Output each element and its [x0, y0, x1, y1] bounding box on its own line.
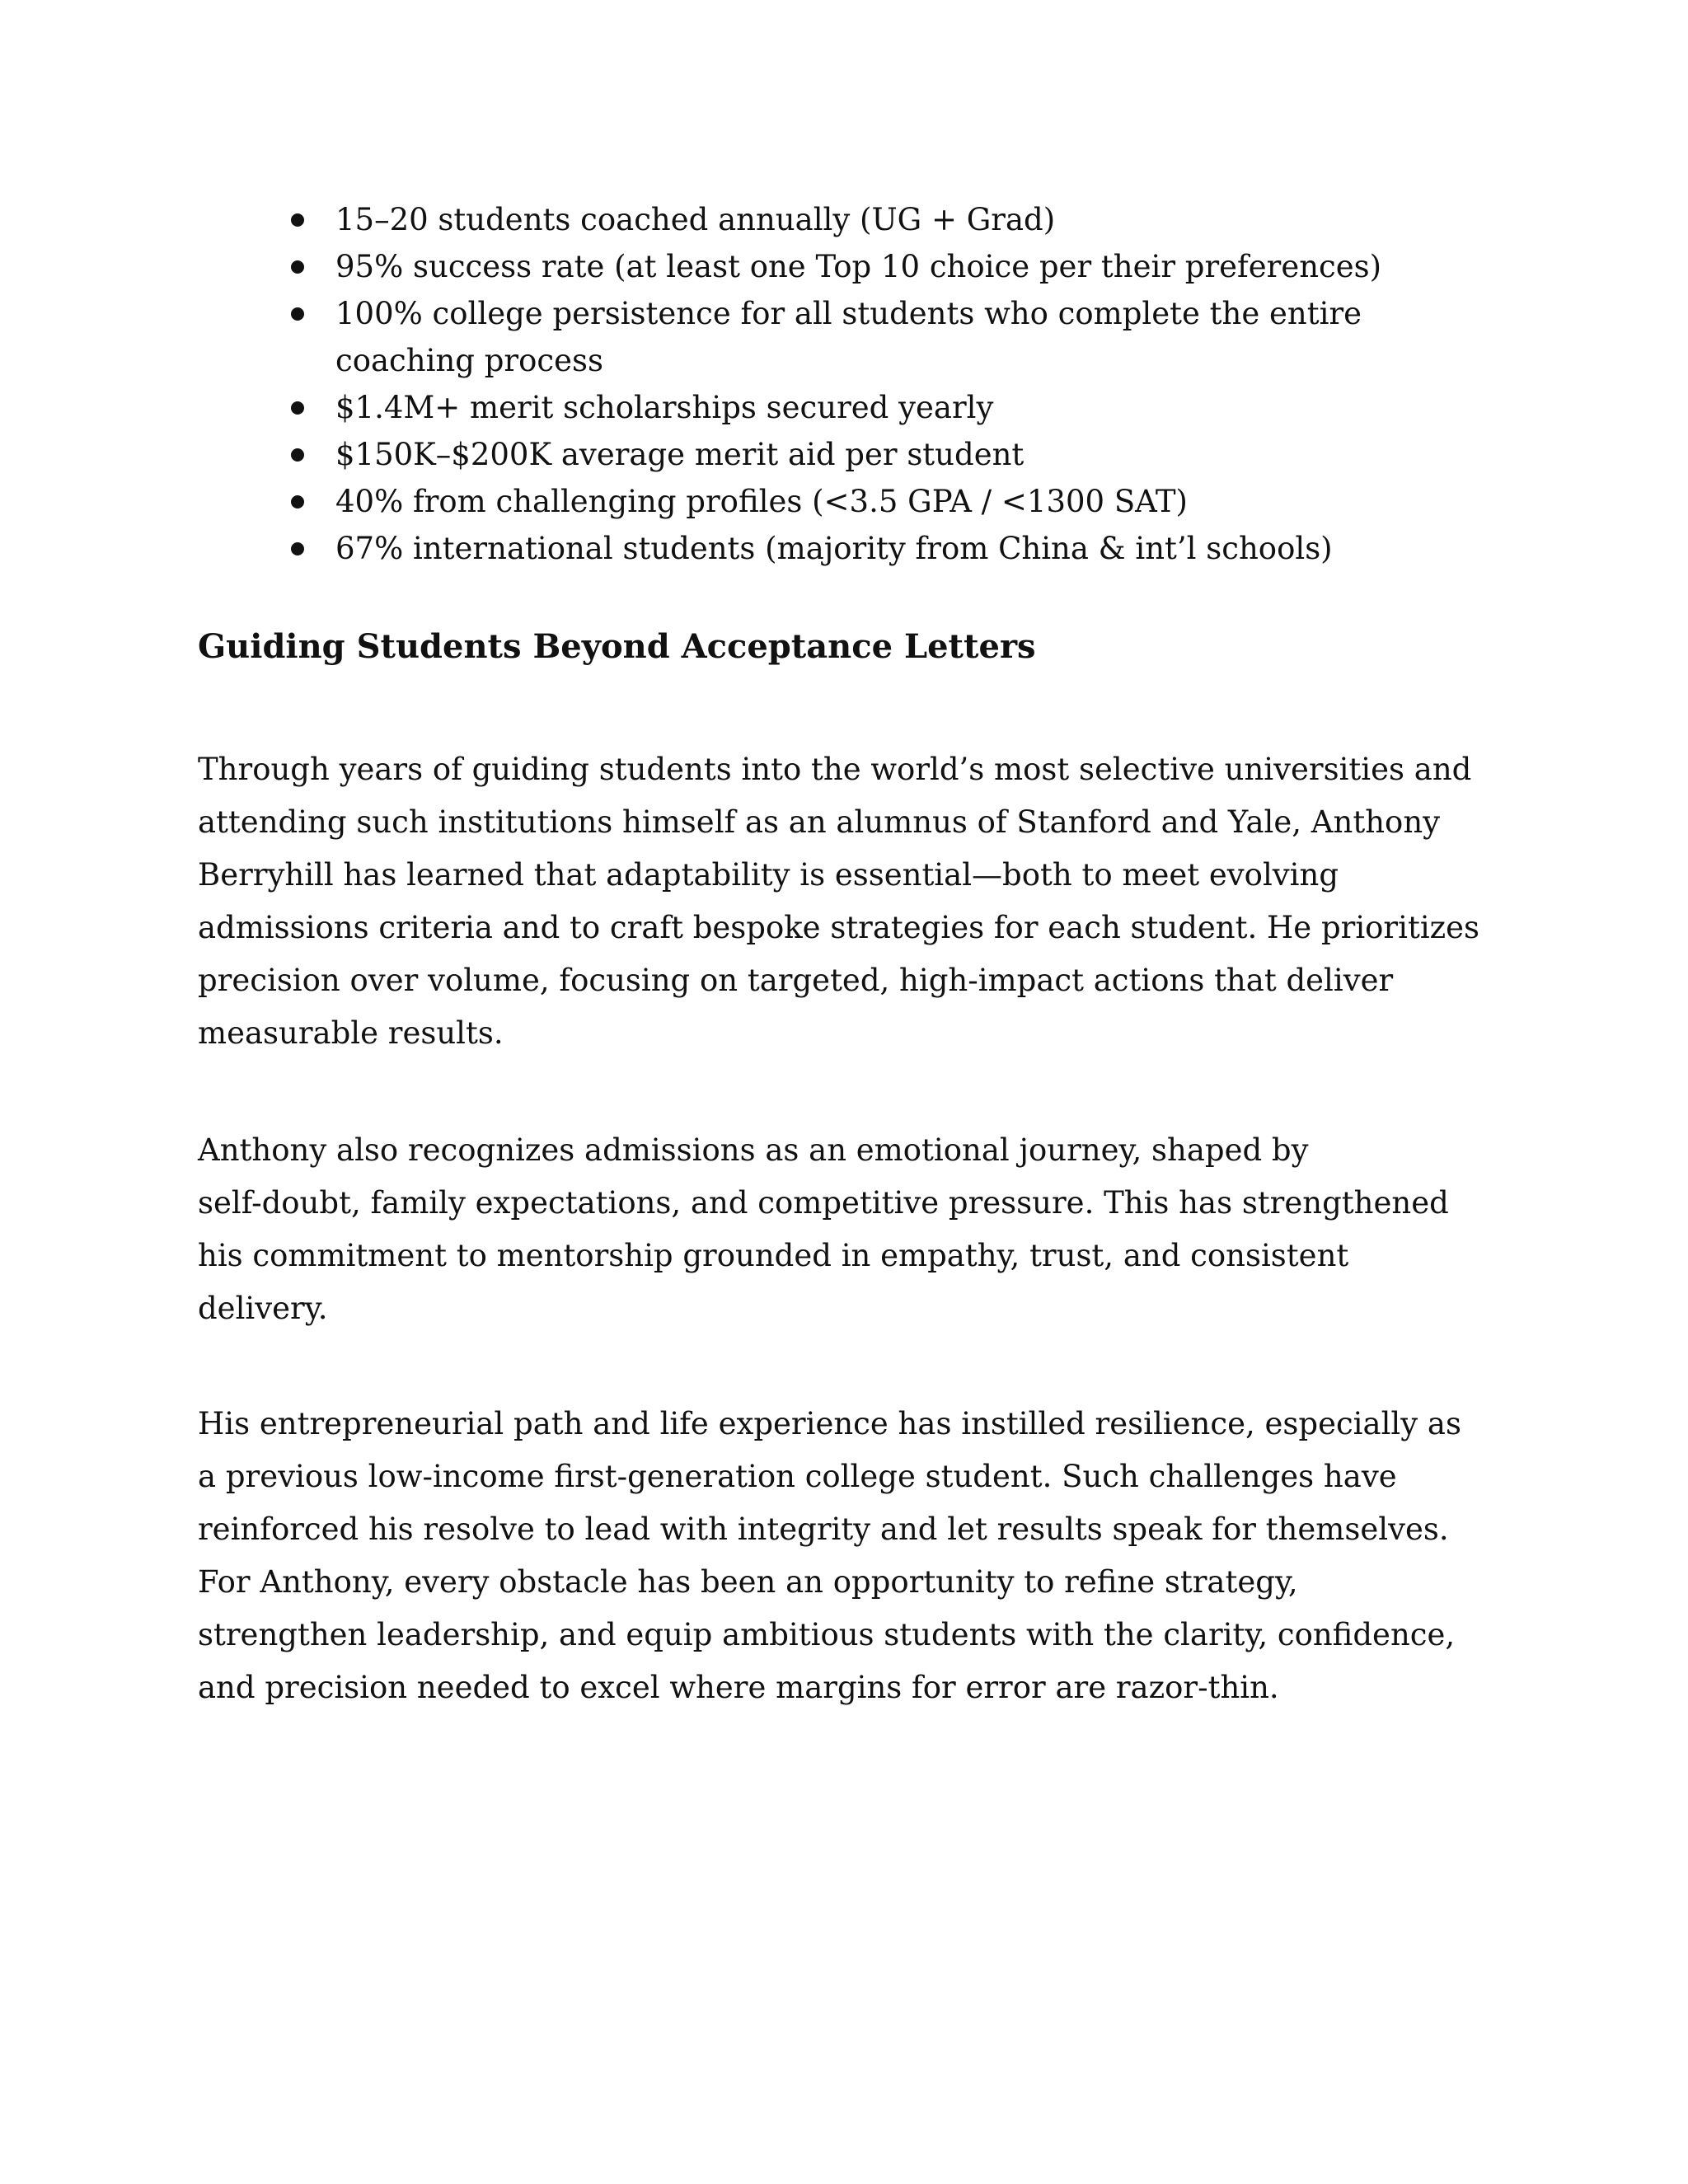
paragraph-line: self-doubt, family expectations, and competitive pressure. This has strengthened [198, 1185, 1449, 1221]
paragraph-line: attending such institutions himself as an alumnus of Stanford and Yale, Anthony [198, 804, 1441, 840]
paragraph-line: and precision needed to excel where margins for error are razor-thin. [198, 1670, 1279, 1705]
paragraph-resilience [198, 1398, 1517, 1714]
list-item [284, 290, 1504, 384]
bullet-text: 95% success rate (at least one Top 10 choice per their preferences) [335, 249, 1382, 284]
bullet-icon [291, 213, 304, 227]
paragraph-line: strengthen leadership, and equip ambitious students with the clarity, confidence, [198, 1617, 1456, 1652]
paragraph-line: admissions criteria and to craft bespoke strategies for each student. He prioritizes [198, 910, 1480, 945]
stats-bullet-list [284, 196, 1504, 572]
list-item [284, 431, 1504, 478]
paragraph-line: Berryhill has learned that adaptability is essential—both to meet evolving [198, 857, 1339, 893]
paragraph-line: his commitment to mentorship grounded in empathy, trust, and consistent [198, 1238, 1349, 1273]
bullet-text: $1.4M+ merit scholarships secured yearly [335, 390, 994, 425]
bullet-text-continued: coaching process [335, 343, 603, 378]
bullet-text: 67% international students (majority from China & int’l schools) [335, 531, 1333, 566]
list-item [284, 525, 1504, 572]
paragraph-line: His entrepreneurial path and life experience has instilled resilience, especially as [198, 1406, 1461, 1441]
bullet-icon [291, 495, 304, 509]
list-item [284, 196, 1504, 243]
bullet-icon [291, 307, 304, 321]
paragraph-emotional-journey [198, 1124, 1517, 1335]
bullet-text: 40% from challenging profiles (<3.5 GPA / <1300 SAT) [335, 484, 1188, 519]
bullet-text: 100% college persistence for all students who complete the entire [335, 296, 1362, 331]
paragraph-line: For Anthony, every obstacle has been an opportunity to refine strategy, [198, 1564, 1298, 1600]
bullet-icon [291, 260, 304, 274]
bullet-icon [291, 448, 304, 462]
bullet-text: 15–20 students coached annually (UG + Grad) [335, 202, 1056, 237]
paragraph-line: measurable results. [198, 1015, 504, 1051]
paragraph-line: reinforced his resolve to lead with integrity and let results speak for themselves. [198, 1511, 1449, 1547]
paragraph-line: delivery. [198, 1291, 328, 1326]
paragraph-line: a previous low-income first-generation college student. Such challenges have [198, 1459, 1397, 1494]
section-heading: Guiding Students Beyond Acceptance Letters [198, 627, 1036, 666]
bullet-icon [291, 401, 304, 415]
bullet-text: $150K–$200K average merit aid per student [335, 437, 1025, 472]
bullet-icon [291, 542, 304, 555]
paragraph-line: Anthony also recognizes admissions as an emotional journey, shaped by [198, 1132, 1309, 1168]
paragraph-adaptability [198, 743, 1517, 1060]
list-item [284, 243, 1504, 290]
paragraph-line: Through years of guiding students into the world’s most selective universities and [198, 752, 1472, 787]
paragraph-line: precision over volume, focusing on targeted, high-impact actions that deliver [198, 963, 1394, 998]
list-item [284, 478, 1504, 525]
list-item [284, 384, 1504, 431]
